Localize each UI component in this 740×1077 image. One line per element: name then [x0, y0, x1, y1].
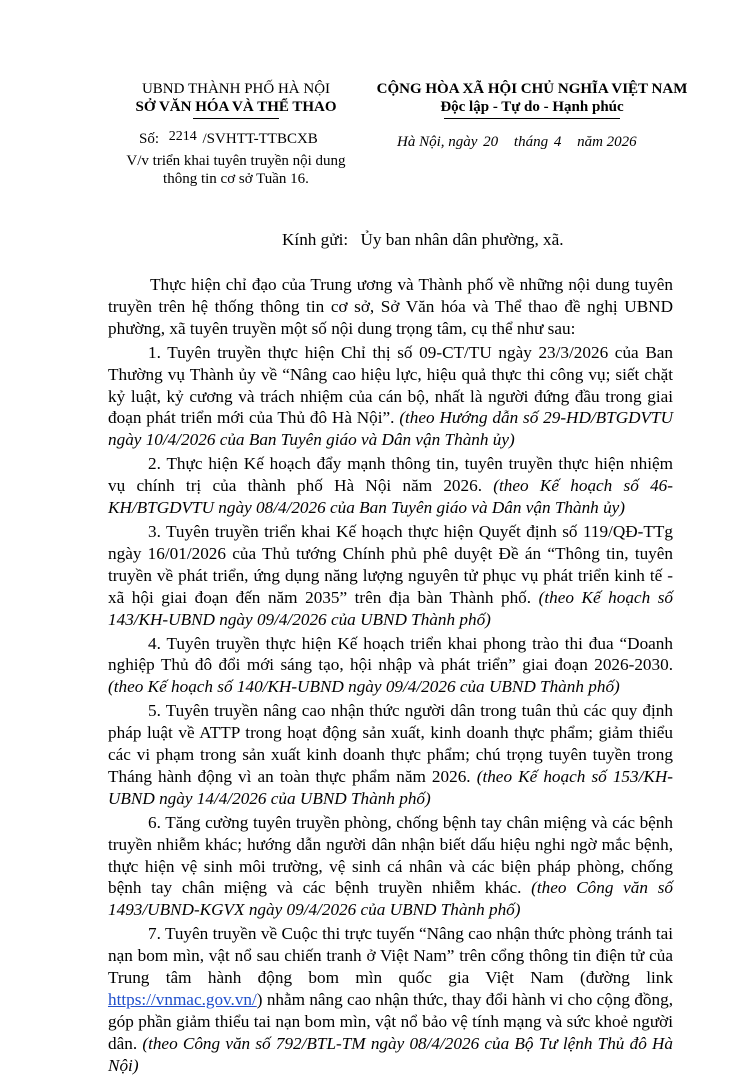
recipient-value: Ủy ban nhân dân phường, xã.: [360, 230, 564, 249]
date-year: năm 2026: [577, 134, 637, 150]
recipient: [282, 229, 564, 251]
item-6-reference: (theo Công văn số 1493/UBND-KGVX ngày 09/4/2026 của UBND Thành phố): [108, 878, 673, 920]
national-motto: Độc lập - Tự do - Hạnh phúc: [440, 99, 624, 115]
list-item-7: [108, 923, 673, 1076]
subject-line-2: thông tin cơ sở Tuần 16.: [163, 171, 309, 187]
vnmac-link[interactable]: https://vnmac.gov.vn/: [108, 990, 257, 1009]
list-item-1: [108, 342, 673, 452]
date-month: 4: [553, 134, 562, 150]
subject-line-1: V/v triển khai tuyên truyền nội dung: [126, 153, 346, 169]
agency-name-parent: UBND THÀNH PHỐ HÀ NỘI: [141, 81, 331, 97]
item-1-reference: (theo Hướng dẫn số 29-HD/BTGDVTU ngày 10/4/2026 của Ban Tuyên giáo và Dân vận Thành ủy): [108, 408, 673, 450]
item-4-text: 4. Tuyên truyền thực hiện Kế hoạch triển khai phong trào thi đua “Doanh nghiệp Thủ đô đổi mới sáng tạo, hội nhập và phát triển” giai đoạn 2026-2030.: [108, 633, 673, 675]
document-body: [108, 274, 673, 1077]
recipient-label: Kính gửi:: [282, 230, 349, 249]
item-5-text: 5. Tuyên truyền nâng cao nhận thức người dân trong tuân thủ các quy định pháp luật về ATTP trong hoạt động sản xuất, kinh doanh thực phẩm; giảm thiểu các vi phạm trong sản xuất kinh doanh thực phẩm; chú trọng tuyên tuyền trong Tháng hành động vì an toàn thực phẩm năm 2026.: [108, 701, 673, 786]
agency-underline: [193, 118, 279, 119]
list-item-3: [108, 521, 673, 631]
item-5-reference: (theo Kế hoạch số 153/KH-UBND ngày 14/4/2026 của UBND Thành phố): [108, 766, 673, 808]
item-3-reference: (theo Kế hoạch số 143/KH-UBND ngày 09/4/2026 của UBND Thành phố): [108, 587, 673, 629]
item-1-text: 1. Tuyên truyền thực hiện Chỉ thị số 09-CT/TU ngày 23/3/2026 của Ban Thường vụ Thành ủy về “Nâng cao hiệu lực, hiệu quả thực thi công vụ; siết chặt kỷ luật, kỷ cương và trách nhiệm của cán bộ, nhất là người đứng đầu trong giai đoạn phát triển mới của Thủ đô Hà Nội”.: [108, 342, 673, 428]
item-7-text-before: 7. Tuyên truyền về Cuộc thi trực tuyến “Nâng cao nhận thức phòng tránh tai nạn bom mìn, vật nổ sau chiến tranh ở Việt Nam” trên cổng thông tin điện tử của Trung tâm hành động bom mìn quốc gia Việt Nam (đường link: [108, 924, 673, 988]
document-number-label: Số:: [139, 131, 160, 147]
list-item-4: [108, 633, 673, 699]
list-item-5: [108, 700, 673, 810]
intro-paragraph: Thực hiện chỉ đạo của Trung ương và Thành phố về những nội dung tuyên truyền trên hệ thống thông tin cơ sở, Sở Văn hóa và Thể thao đề nghị UBND phường, xã tuyên truyền một số nội dung trọng tâm, cụ thể như sau:: [108, 275, 673, 338]
agency-name: SỞ VĂN HÓA VÀ THỂ THAO: [135, 99, 337, 115]
item-2-text: 2. Thực hiện Kế hoạch đẩy mạnh thông tin, tuyên truyền thực hiện nhiệm vụ chính trị của thành phố Hà Nội năm 2026.: [108, 454, 673, 496]
item-3-text: 3. Tuyên truyền triển khai Kế hoạch thực hiện Quyết định số 119/QĐ-TTg ngày 16/01/2026 của Thủ tướng Chính phủ phê duyệt Đề án “Thông tin, tuyên truyền về phát triển, ứng dụng năng lượng nguyên tử phục vụ phát triển kinh tế - xã hội giai đoạn đến năm 2035” trên địa bàn Thành phố.: [108, 521, 673, 607]
item-7-reference: (theo Công văn số 792/BTL-TM ngày 08/4/2026 của Bộ Tư lệnh Thủ đô Hà Nội): [108, 1033, 674, 1075]
document-number: [139, 130, 318, 149]
item-4-reference: (theo Kế hoạch số 140/KH-UBND ngày 09/4/2026 của UBND Thành phố): [108, 677, 620, 697]
item-7-text-after: ) nhằm nâng cao nhận thức, thay đổi hành vi cho cộng đồng, góp phần giảm thiểu tai nạn bom mìn, vật nổ bảo vệ tính mạng và sức khoẻ người dân.: [108, 990, 673, 1053]
list-item-6: [108, 812, 673, 922]
issue-date: [397, 133, 637, 151]
document-number-value: 2214: [168, 129, 197, 144]
motto-underline: [444, 118, 620, 119]
document-number-code: /SVHTT-TTBCXB: [202, 131, 318, 147]
date-prefix: Hà Nội, ngày: [397, 134, 478, 150]
date-month-label: tháng: [513, 134, 549, 150]
item-2-reference: (theo Kế hoạch số 46-KH/BTGDVTU ngày 08/4/2026 của Ban Tuyên giáo và Dân vận Thành ủy): [108, 476, 673, 518]
national-title: CỘNG HÒA XÃ HỘI CHỦ NGHĨA VIỆT NAM: [376, 81, 688, 97]
item-6-text: 6. Tăng cường tuyên truyền phòng, chống bệnh tay chân miệng và các bệnh truyền nhiễm khác; hướng dẫn người dân nhận biết dấu hiệu nghi ngờ mắc bệnh, thực hiện vệ sinh môi trường, vệ sinh cá nhân và các biện pháp phòng, chống bệnh tay chân miệng và các bệnh truyền nhiễm khác.: [108, 812, 673, 898]
date-day: 20: [483, 134, 499, 150]
list-item-2: [108, 453, 673, 519]
